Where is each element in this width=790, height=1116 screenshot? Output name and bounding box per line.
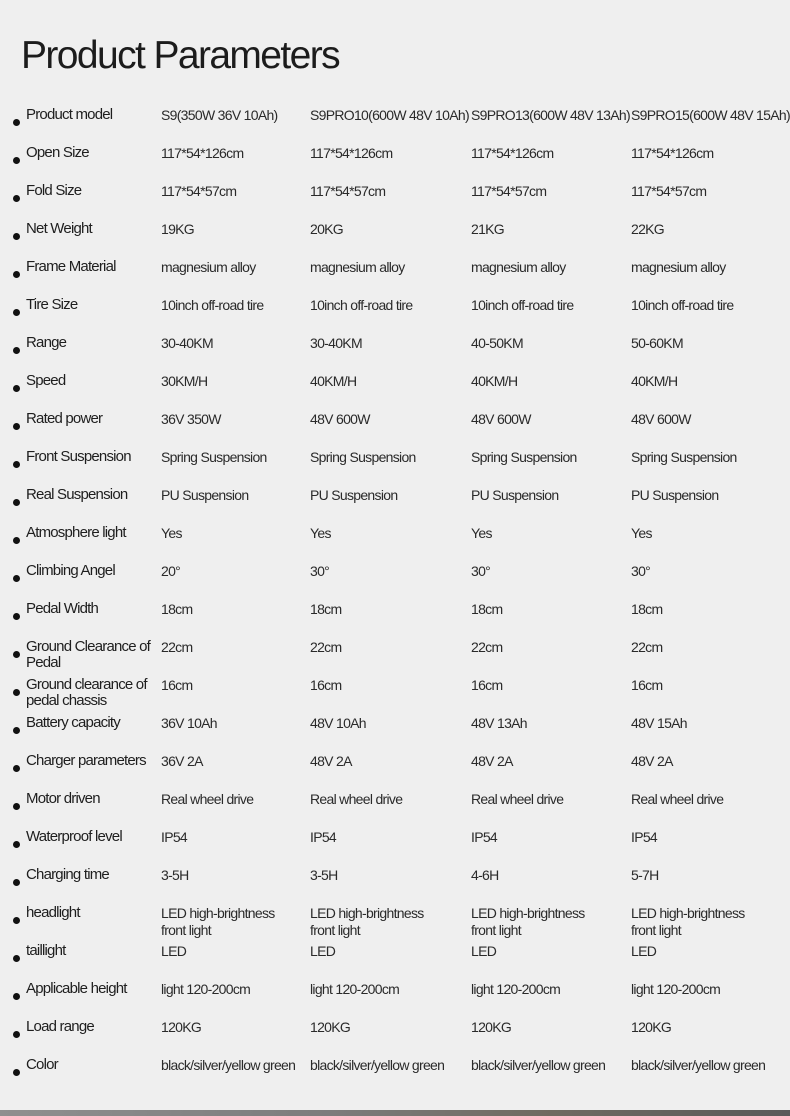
page-title: Product Parameters xyxy=(21,34,340,77)
bullet-icon xyxy=(13,385,20,392)
parameter-value: 10inch off-road tire xyxy=(631,297,734,313)
parameter-value: 120KG xyxy=(631,1019,672,1035)
parameter-label: headlight xyxy=(26,904,80,921)
parameter-value: 16cm xyxy=(161,677,193,693)
parameter-value: Real wheel drive xyxy=(471,791,564,807)
parameter-value: 4-6H xyxy=(471,867,499,883)
parameter-label: Net Weight xyxy=(26,220,92,237)
parameter-value: 117*54*57cm xyxy=(161,183,237,199)
parameter-value: PU Suspension xyxy=(310,487,398,503)
parameter-value: LED xyxy=(310,943,336,959)
parameter-label: Fold Size xyxy=(26,182,82,199)
parameter-value: 50-60KM xyxy=(631,335,683,351)
parameter-value: 21KG xyxy=(471,221,504,237)
bullet-icon xyxy=(13,119,20,126)
parameter-value: Yes xyxy=(310,525,331,541)
bullet-icon xyxy=(13,347,20,354)
bullet-icon xyxy=(13,993,20,1000)
parameter-row xyxy=(0,96,790,134)
parameter-value: light 120-200cm xyxy=(310,981,400,997)
parameter-value: 117*54*57cm xyxy=(310,183,386,199)
parameter-label: Speed xyxy=(26,372,66,389)
parameter-label: taillight xyxy=(26,942,66,959)
parameter-value: S9PRO15(600W 48V 15Ah) xyxy=(631,107,790,123)
parameter-value: Real wheel drive xyxy=(310,791,403,807)
parameter-value: LED high-brightness front light xyxy=(631,905,745,938)
bullet-icon xyxy=(13,613,20,620)
parameter-value: 22cm xyxy=(161,639,193,655)
parameter-row xyxy=(0,210,790,248)
parameter-value: light 120-200cm xyxy=(471,981,561,997)
parameter-value: Real wheel drive xyxy=(631,791,724,807)
parameter-label: Real Suspension xyxy=(26,486,128,503)
parameter-value: Spring Suspension xyxy=(310,449,416,465)
parameter-value: 30-40KM xyxy=(161,335,213,351)
bullet-icon xyxy=(13,1069,20,1076)
parameter-value: 16cm xyxy=(310,677,342,693)
parameter-value: IP54 xyxy=(310,829,336,845)
parameter-value: PU Suspension xyxy=(161,487,249,503)
parameter-value: 48V 2A xyxy=(631,753,673,769)
parameter-value: black/silver/yellow green xyxy=(631,1057,766,1073)
parameter-value: Real wheel drive xyxy=(161,791,254,807)
parameter-value: IP54 xyxy=(471,829,497,845)
parameter-value: 30° xyxy=(631,563,651,579)
bullet-icon xyxy=(13,537,20,544)
parameter-label: Product model xyxy=(26,106,113,123)
parameter-label: Ground Clearance of Pedal xyxy=(26,638,151,671)
parameter-value: 10inch off-road tire xyxy=(161,297,264,313)
parameter-value: 30-40KM xyxy=(310,335,362,351)
parameter-value: PU Suspension xyxy=(631,487,719,503)
bullet-icon xyxy=(13,461,20,468)
parameter-value: 117*54*126cm xyxy=(161,145,244,161)
parameter-row xyxy=(0,172,790,210)
parameter-value: LED high-brightness front light xyxy=(161,905,275,938)
parameter-value: 10inch off-road tire xyxy=(471,297,574,313)
parameter-value: 117*54*126cm xyxy=(631,145,714,161)
parameter-value: 5-7H xyxy=(631,867,659,883)
parameter-value: 36V 10Ah xyxy=(161,715,217,731)
parameter-value: S9PRO10(600W 48V 10Ah) xyxy=(310,107,469,123)
parameter-value: black/silver/yellow green xyxy=(310,1057,445,1073)
parameter-row xyxy=(0,628,790,671)
parameter-row xyxy=(0,324,790,362)
parameter-value: 40-50KM xyxy=(471,335,523,351)
bullet-icon xyxy=(13,841,20,848)
parameter-row xyxy=(0,818,790,856)
bullet-icon xyxy=(13,423,20,430)
parameter-value: 18cm xyxy=(631,601,663,617)
parameter-value: LED xyxy=(631,943,657,959)
parameter-value: 22cm xyxy=(471,639,503,655)
parameter-value: 16cm xyxy=(631,677,663,693)
bullet-icon xyxy=(13,195,20,202)
parameter-value: 22cm xyxy=(310,639,342,655)
parameter-value: Yes xyxy=(161,525,182,541)
parameter-value: 117*54*126cm xyxy=(471,145,554,161)
parameter-value: 117*54*57cm xyxy=(471,183,547,199)
parameter-row xyxy=(0,970,790,1008)
parameter-label: Battery capacity xyxy=(26,714,120,731)
bullet-icon xyxy=(13,955,20,962)
parameter-row xyxy=(0,894,790,938)
parameter-value: 20KG xyxy=(310,221,343,237)
bullet-icon xyxy=(13,765,20,772)
parameter-value: 22cm xyxy=(631,639,663,655)
parameter-value: 18cm xyxy=(161,601,193,617)
parameter-label: Waterproof level xyxy=(26,828,122,845)
bullet-icon xyxy=(13,575,20,582)
parameter-row xyxy=(0,134,790,172)
parameter-row xyxy=(0,856,790,894)
parameter-value: black/silver/yellow green xyxy=(161,1057,296,1073)
parameter-row xyxy=(0,1008,790,1046)
bullet-icon xyxy=(13,1031,20,1038)
parameter-row xyxy=(0,666,790,709)
bullet-icon xyxy=(13,689,20,696)
parameter-label: Tire Size xyxy=(26,296,78,313)
parameter-value: magnesium alloy xyxy=(471,259,566,275)
parameter-label: Color xyxy=(26,1056,58,1073)
parameter-label: Front Suspension xyxy=(26,448,131,465)
parameter-row xyxy=(0,400,790,438)
parameter-value: 22KG xyxy=(631,221,664,237)
parameter-value: 48V 600W xyxy=(310,411,370,427)
parameter-label: Open Size xyxy=(26,144,89,161)
parameter-label: Climbing Angel xyxy=(26,562,115,579)
parameter-value: Yes xyxy=(631,525,652,541)
parameter-value: LED high-brightness front light xyxy=(471,905,585,938)
parameter-value: light 120-200cm xyxy=(161,981,251,997)
bullet-icon xyxy=(13,233,20,240)
bullet-icon xyxy=(13,879,20,886)
parameter-value: 3-5H xyxy=(161,867,189,883)
parameter-label: Load range xyxy=(26,1018,94,1035)
parameter-value: 30KM/H xyxy=(161,373,208,389)
parameter-value: 36V 2A xyxy=(161,753,203,769)
parameter-value: 48V 10Ah xyxy=(310,715,366,731)
parameter-label: Charging time xyxy=(26,866,109,883)
parameter-label: Range xyxy=(26,334,67,351)
bullet-icon xyxy=(13,727,20,734)
parameter-label: Frame Material xyxy=(26,258,116,275)
bullet-icon xyxy=(13,309,20,316)
parameter-value: 117*54*126cm xyxy=(310,145,393,161)
parameter-label: Atmosphere light xyxy=(26,524,126,541)
parameter-value: 48V 2A xyxy=(310,753,352,769)
bullet-icon xyxy=(13,271,20,278)
parameter-value: PU Suspension xyxy=(471,487,559,503)
parameter-row xyxy=(0,1046,790,1084)
parameter-value: 48V 2A xyxy=(471,753,513,769)
parameter-value: 40KM/H xyxy=(310,373,357,389)
parameter-value: Spring Suspension xyxy=(161,449,267,465)
parameter-value: 19KG xyxy=(161,221,194,237)
parameter-label: Motor driven xyxy=(26,790,100,807)
parameter-value: LED xyxy=(471,943,497,959)
parameter-value: 18cm xyxy=(310,601,342,617)
parameter-label: Charger parameters xyxy=(26,752,146,769)
parameter-row xyxy=(0,590,790,628)
parameter-value: 18cm xyxy=(471,601,503,617)
parameter-row xyxy=(0,780,790,818)
parameter-value: magnesium alloy xyxy=(310,259,405,275)
parameter-label: Pedal Width xyxy=(26,600,99,617)
parameter-value: Spring Suspension xyxy=(471,449,577,465)
parameter-row xyxy=(0,286,790,324)
bullet-icon xyxy=(13,803,20,810)
bullet-icon xyxy=(13,499,20,506)
parameter-table xyxy=(0,96,790,1084)
parameter-value: IP54 xyxy=(631,829,657,845)
parameter-row xyxy=(0,362,790,400)
parameter-value: 120KG xyxy=(161,1019,202,1035)
parameter-value: 40KM/H xyxy=(631,373,678,389)
parameter-value: 30° xyxy=(310,563,330,579)
parameter-row xyxy=(0,248,790,286)
parameter-value: 48V 600W xyxy=(471,411,531,427)
parameter-value: IP54 xyxy=(161,829,187,845)
parameter-value: LED xyxy=(161,943,187,959)
parameter-value: magnesium alloy xyxy=(631,259,726,275)
parameter-value: S9(350W 36V 10Ah) xyxy=(161,107,278,123)
parameter-value: 3-5H xyxy=(310,867,338,883)
parameter-value: LED high-brightness front light xyxy=(310,905,424,938)
parameter-value: 16cm xyxy=(471,677,503,693)
parameter-row xyxy=(0,476,790,514)
bullet-icon xyxy=(13,917,20,924)
parameter-value: 120KG xyxy=(310,1019,351,1035)
parameter-value: 117*54*57cm xyxy=(631,183,707,199)
parameter-row xyxy=(0,742,790,780)
parameter-value: 20° xyxy=(161,563,181,579)
parameter-row xyxy=(0,438,790,476)
parameter-row xyxy=(0,552,790,590)
parameter-value: Yes xyxy=(471,525,492,541)
parameter-label: Ground clearance of pedal chassis xyxy=(26,676,147,709)
parameter-row xyxy=(0,932,790,970)
parameter-value: light 120-200cm xyxy=(631,981,721,997)
parameter-value: 10inch off-road tire xyxy=(310,297,413,313)
parameter-value: 48V 13Ah xyxy=(471,715,527,731)
bottom-divider xyxy=(0,1110,790,1116)
parameter-value: 30° xyxy=(471,563,491,579)
parameter-row xyxy=(0,704,790,742)
parameter-value: 48V 15Ah xyxy=(631,715,687,731)
bullet-icon xyxy=(13,651,20,658)
parameter-value: black/silver/yellow green xyxy=(471,1057,606,1073)
parameter-value: Spring Suspension xyxy=(631,449,737,465)
parameter-value: 120KG xyxy=(471,1019,512,1035)
parameter-row xyxy=(0,514,790,552)
parameter-label: Applicable height xyxy=(26,980,127,997)
parameter-value: S9PRO13(600W 48V 13Ah) xyxy=(471,107,630,123)
bullet-icon xyxy=(13,157,20,164)
parameter-value: 48V 600W xyxy=(631,411,691,427)
parameter-value: 40KM/H xyxy=(471,373,518,389)
parameter-value: 36V 350W xyxy=(161,411,221,427)
parameter-label: Rated power xyxy=(26,410,103,427)
parameter-value: magnesium alloy xyxy=(161,259,256,275)
